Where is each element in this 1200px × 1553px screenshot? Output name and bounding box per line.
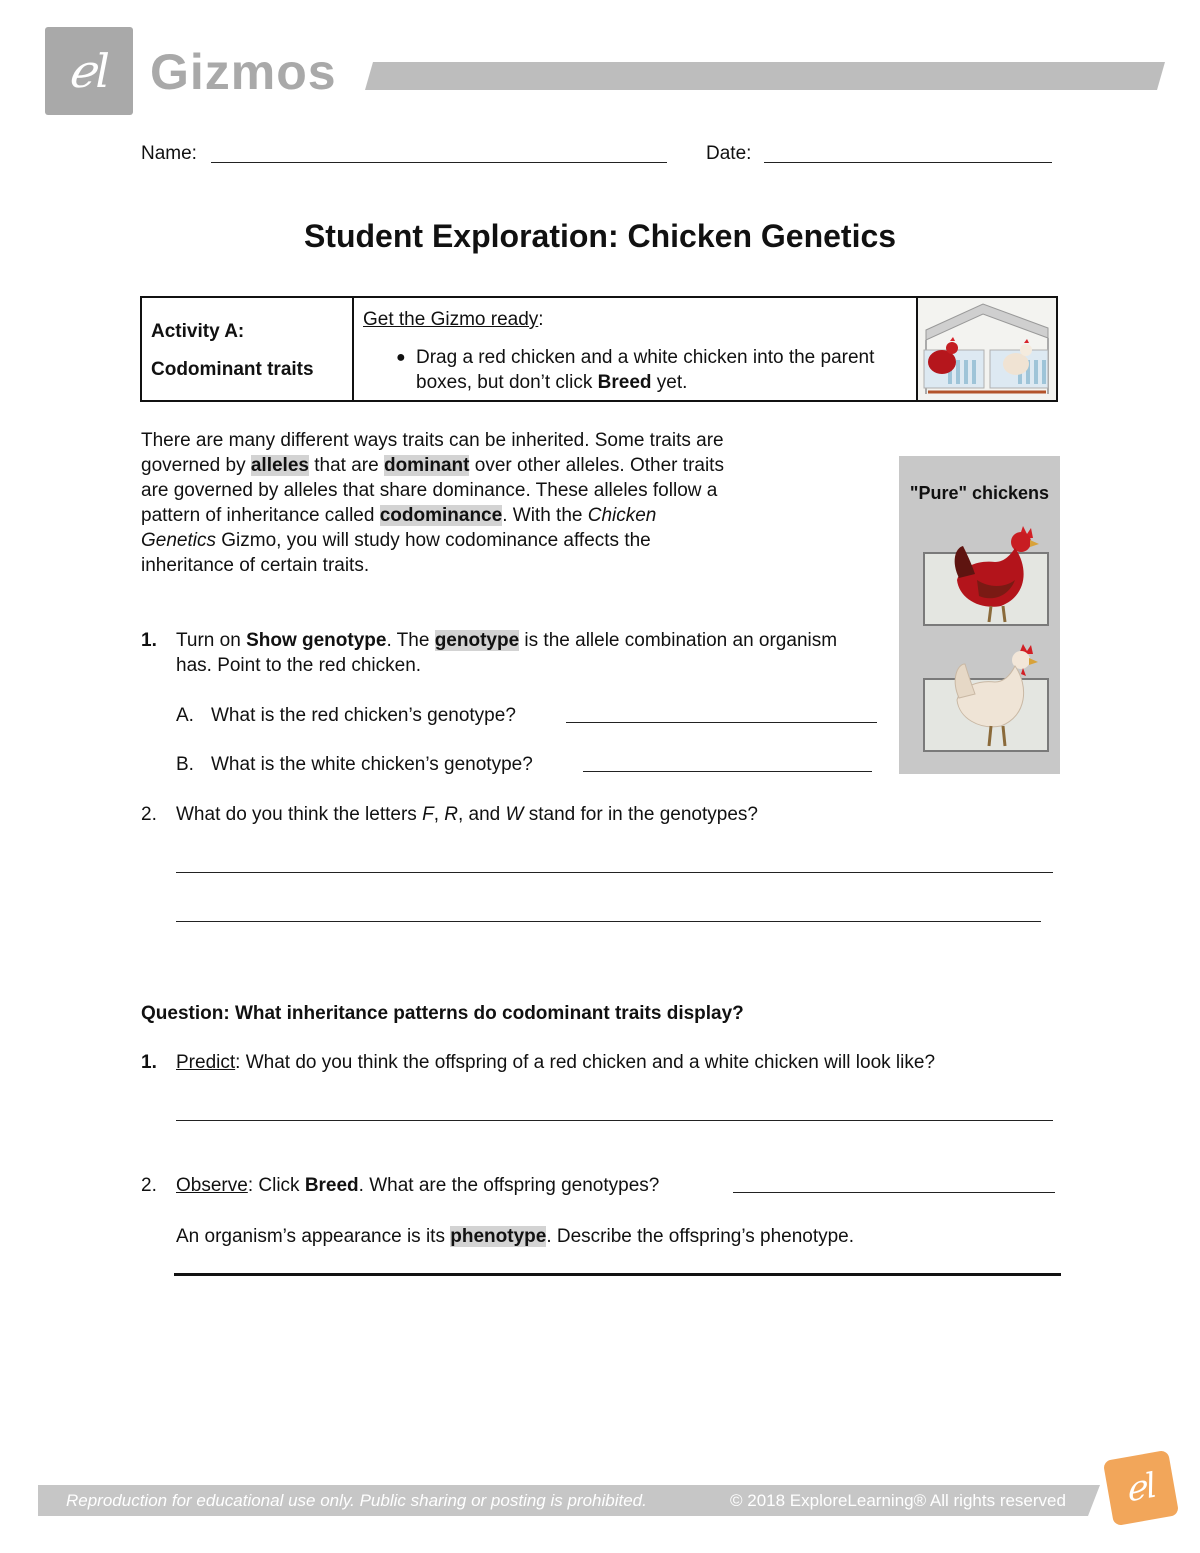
observe-text: Observe: Click Breed. What are the offspring genotypes? [176,1175,660,1196]
predict-number: 1. [141,1052,157,1073]
q1b-text: What is the white chicken’s genotype? [211,754,533,775]
q1-number: 1. [141,630,157,651]
gizmos-brand: Gizmos [150,44,337,100]
q2-answer-line-2[interactable] [176,921,1041,922]
activity-label-cell [142,298,354,400]
q1a-text: What is the red chicken’s genotype? [211,705,516,726]
panel-title: "Pure" chickens [909,483,1050,503]
q2-number: 2. [141,804,157,825]
predict-answer-line[interactable] [176,1120,1053,1121]
coop-illustration-icon [918,298,1056,400]
date-label: Date: [706,143,752,164]
explorelearning-logo: ℯl [45,27,133,115]
q1-text: Turn on Show genotype. The genotype is the allele combination an organism has. Point to the red chicken. [176,630,838,676]
ready-instruction: Drag a red chicken and a white chicken into the parent boxes, but don’t click Breed yet. [416,347,875,393]
activity-table [140,296,1058,402]
name-field[interactable] [211,162,667,163]
white-chicken-icon [949,640,1049,752]
q2-answer-line-1[interactable] [176,872,1053,873]
intro-paragraph: There are many different ways traits can be inherited. Some traits are governed by alleles that are dominant over other alleles. Other traits are governed by alleles that share dominance. These alleles follow a pattern of inheritance called codominance. With the Chicken Genetics Gizmo, you will study how codominance affects the inheritance of certain traits. [141,430,724,576]
q2-text: What do you think the letters F, R, and W stand for in the genotypes? [176,804,758,825]
ready-heading: Get the Gizmo ready: [363,309,544,330]
activity-topic: Codominant traits [151,359,314,380]
pure-chickens-panel [899,456,1060,774]
q1a-answer-field[interactable] [566,722,877,723]
phenotype-answer-line[interactable] [174,1273,1061,1276]
gizmo-ready-cell [354,298,918,400]
guiding-question: Question: What inheritance patterns do codominant traits display? [141,1003,744,1024]
observe-genotype-field[interactable] [733,1192,1055,1193]
name-label: Name: [141,143,197,164]
footer-usage-notice: Reproduction for educational use only. Public sharing or posting is prohibited. [66,1491,647,1510]
date-field[interactable] [764,162,1052,163]
predict-text: Predict: What do you think the offspring of a red chicken and a white chicken will look like? [176,1052,936,1073]
bullet-icon: ● [396,349,406,366]
q1b-label: B. [176,754,194,775]
gizmo-thumbnail [918,298,1056,400]
page-title: Student Exploration: Chicken Genetics [303,218,897,254]
phenotype-prompt: An organism’s appearance is its phenotype. Describe the offspring’s phenotype. [176,1226,855,1247]
footer-logo-icon: ℯl [1103,1450,1179,1526]
observe-number: 2. [141,1175,157,1196]
red-chicken-icon [949,518,1049,628]
footer-copyright: © 2018 ExploreLearning® All rights reserved [730,1491,1066,1510]
q1a-label: A. [176,705,194,726]
activity-label: Activity A: [151,321,245,342]
header-bar [365,62,1165,90]
q1b-answer-field[interactable] [583,771,872,772]
